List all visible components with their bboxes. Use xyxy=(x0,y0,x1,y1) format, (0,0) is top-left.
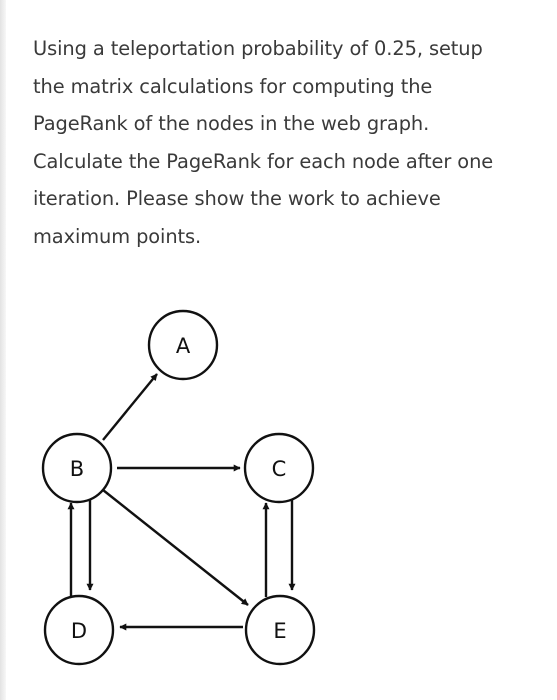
node-a xyxy=(149,311,217,379)
node-b xyxy=(43,434,111,502)
node-c-label: C xyxy=(271,457,287,481)
node-d xyxy=(45,596,113,664)
question-line: PageRank of the nodes in the web graph. xyxy=(33,112,430,135)
node-e xyxy=(246,596,314,664)
node-a-label: A xyxy=(175,334,191,358)
node-c xyxy=(245,434,313,502)
question-line: Calculate the PageRank for each node after one xyxy=(33,149,494,173)
node-b-label: B xyxy=(69,457,85,481)
edge-b-to-e xyxy=(103,490,248,605)
question-line: Using a teleportation probability of 0.25, setup xyxy=(33,37,483,60)
question-line: maximum points. xyxy=(33,224,202,248)
node-d-label: D xyxy=(70,619,88,643)
edge-b-to-a xyxy=(103,374,157,440)
node-e-label: E xyxy=(273,619,287,643)
question-line: the matrix calculations for computing the xyxy=(33,74,433,98)
question-line: iteration. Please show the work to achieve xyxy=(33,187,441,210)
